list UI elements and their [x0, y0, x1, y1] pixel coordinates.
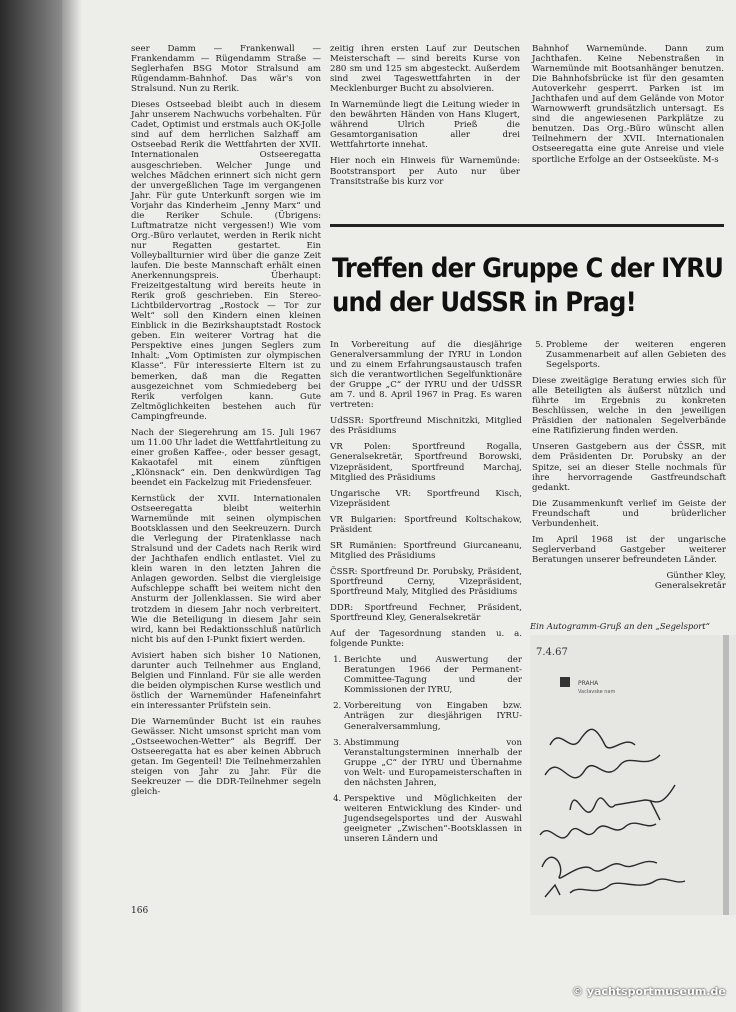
paragraph: Die Warnemünder Bucht ist ein rauhes Gewässer. Nicht umsonst spricht man vom „Ostseewochen-Wetter“ als Begriff. Der Ostseeregatta hat es aber keinen Abbruch getan. Im Gegenteil! Die Teilnehmerzahlen steigen von Jahr zu Jahr. Für die Seekreuzer — die DDR-Teilnehmer segeln gleich-	[131, 717, 321, 798]
agenda-list	[330, 655, 522, 844]
section-divider	[330, 224, 724, 227]
page-number: 166	[131, 906, 149, 916]
delegate-entry: VR Bulgarien: Sportfreund Koltschakow, Präsident	[330, 514, 522, 535]
delegate-entry: DDR: Sportfreund Fechner, Präsident, Sportfreund Kley, Generalsekretär	[330, 603, 522, 624]
letterhead-logo	[560, 677, 570, 687]
delegate-entry: UdSSR: Sportfreund Mischnitzki, Mitglied des Präsidiums	[330, 416, 522, 437]
paragraph: Die Zusammenkunft verlief im Geiste der Freundschaft und brüderlicher Verbundenheit.	[532, 498, 726, 529]
autograph-sheet-drawing	[530, 635, 736, 915]
report-column-2	[532, 340, 726, 591]
author-title: Generalsekretär	[654, 580, 726, 591]
delegate-entry: ČSSR: Sportfreund Dr. Porubsky, Präsident, Sportfreund Cerny, Vizepräsident, Sportfreund Maly, Mitglied des Präsidiums	[330, 566, 522, 597]
agenda-item: 1. Berichte und Auswertung der Beratungen 1966 der Permanent-Committee-Tagung und der Kommissionen der IYRU,	[344, 655, 522, 695]
autograph-photo	[530, 635, 736, 915]
agenda-list-continued	[532, 340, 726, 370]
paragraph: Hier noch ein Hinweis für Warnemünde: Bootstransport per Auto nur über Transitstraße bis kurz vor	[330, 156, 520, 187]
agenda-intro: Auf der Tagesordnung standen u. a. folgende Punkte:	[330, 629, 522, 650]
page-gutter	[62, 0, 82, 1012]
report-column-1	[330, 340, 522, 850]
article-column-1	[131, 44, 321, 803]
paragraph: Unseren Gastgebern aus der ČSSR, mit dem Präsidenten Dr. Porubsky an der Spitze, sei an dieser Stelle nochmals für ihre hervorragende Gastfreundschaft gedankt.	[532, 442, 726, 493]
headline-line: und der UdSSR in Prag!	[332, 287, 636, 318]
paragraph: Im April 1968 ist der ungarische Seglerverband Gastgeber weiterer Beratungen unserer befreundeten Länder.	[532, 534, 726, 565]
paragraph: zeitig ihren ersten Lauf zur Deutschen Meisterschaft — sind bereits Kurse von 280 sm und 125 sm abgesteckt. Außerdem sind zwei Tageswettfahrten in der Mecklenburger Bucht zu absolvieren.	[330, 44, 520, 95]
watermark: © yachtsportmuseum.de	[572, 985, 726, 998]
letterhead-subtext: Vaclavske nam	[578, 689, 616, 695]
headline	[332, 252, 732, 320]
paragraph: Avisiert haben sich bisher 10 Nationen, darunter auch Teilnehmer aus England, Belgien und Finnland. Für sie alle werden die beiden olympischen Kurse westlich und östlich der Warnemünder Hafeneinfahrt ein interessanter Prüfstein sein.	[131, 650, 321, 711]
paragraph: Nach der Siegerehrung am 15. Juli 1967 um 11.00 Uhr ladet die Wettfahrtleitung zu einer großen Kaffee-, oder besser gesagt, Kakaotafel mit einem zünftigen „Klönsnack“ ein. Den denkwürdigen Tag beendet ein Fackelzug mit Friedensfeuer.	[131, 427, 321, 488]
agenda-item: 5. Probleme der weiteren engeren Zusammenarbeit auf allen Gebieten des Segelsports.	[546, 340, 726, 370]
agenda-item: 3. Abstimmung von Veranstaltungsterminen innerhalb der Gruppe „C“ der IYRU und Übernahme von Welt- und Europameisterschaften in den nächsten Jahren,	[344, 738, 522, 788]
delegate-entry: VR Polen: Sportfreund Rogalla, Generalsekretär, Sportfreund Borowski, Vizepräsident, Sportfreund Marchaj, Mitglied des Präsidiums	[330, 442, 522, 483]
paragraph: seer Damm — Frankenwall — Frankendamm — Rügendamm Straße — Seglerhafen BSG Motor Stralsund am Rügendamm-Bahnhof. Das wär's von Stralsund. Nun zu Rerik.	[131, 44, 321, 95]
article-column-2	[330, 44, 520, 193]
delegate-entry: Ungarische VR: Sportfreund Kisch, Vizepräsident	[330, 488, 522, 509]
article-column-3	[532, 44, 724, 171]
agenda-item: 2. Vorbereitung von Eingaben bzw. Anträgen zur diesjährigen IYRU-Generalversammlung,	[344, 701, 522, 731]
letterhead-text: PRAHA	[578, 680, 599, 687]
paragraph: In Warnemünde liegt die Leitung wieder in den bewährten Händen von Hans Klugert, während Ulrich Prieß die Gesamtorganisation aller drei Wettfahrtorte innehat.	[330, 100, 520, 151]
photo-caption: Ein Autogramm-Gruß an den „Segelsport“	[530, 621, 710, 631]
agenda-item: 4. Perspektive und Möglichkeiten der weiteren Entwicklung des Kinder- und Jugendsegelsportes und der Auswahl geeigneter „Zwischen“-Bootsklassen in unseren Ländern und	[344, 794, 522, 844]
paragraph: Diese zweitägige Beratung erwies sich für alle Beteiligten als äußerst nützlich und führte im Ergebnis zu konkreten Beschlüssen, welche in den jeweiligen Präsidien der nationalen Segelverbände eine Ratifizierung finden werden.	[532, 376, 726, 437]
photo-date: 7.4.67	[536, 647, 568, 658]
intro-paragraph: In Vorbereitung auf die diesjährige Generalversammlung der IYRU in London und zu einem Erfahrungsaustausch trafen sich die verantwortlichen Segelfunktionäre der Gruppe „C“ der IYRU und der UdSSR am 7. und 8. April 1967 in Prag. Es waren vertreten:	[330, 340, 522, 411]
paragraph: Dieses Ostseebad bleibt auch in diesem Jahr unserem Nachwuchs vorbehalten. Für Cadet, Optimist und erstmals auch OK-Jolle sind auf dem herrlichen Salzhaff am Ostseebad Rerik die Wettfahrten der XVII. Internationalen Ostseeregatta ausgeschrieben. Welcher Junge und welches Mädchen erinnert sich nicht gern der unvergeßlichen Tage im vergangenen Jahr. Für gute Unterkunft sorgen wie im Vorjahr das Kinderheim „Jenny Marx“ und die Reriker Schule. (Übrigens: Luftmatratze nicht vergessen!) Wie vom Org.-Büro verlautet, werden in Rerik nicht nur Regatten gestartet. Ein Volleyballturnier wird über die ganze Zeit laufen. Die beste Mannschaft erhält einen Anerkennungspreis. Überhaupt: Freizeitgestaltung wird bereits heute in Rerik groß geschrieben. Ein Stereo-Lichtbildervortrag „Rostock — Tor zur Welt“ soll den Kindern einen kleinen Einblick in die Bezirkshauptstadt Rostock geben. Ein weiterer Vortrag hat die Perspektive eines jungen Seglers zum Inhalt: „Vom Optimisten zur olympischen Klasse“. Für interessierte Eltern ist zu bemerken, daß man die Regatten ausgezeichnet vom Schmiedeberg bei Rerik verfolgen kann. Gute Zeltmöglichkeiten bestehen auch für Campingfreunde.	[131, 100, 321, 422]
binding-shadow	[0, 0, 70, 1012]
delegate-entry: SR Rumänien: Sportfreund Giurcaneanu, Mitglied des Präsidiums	[330, 540, 522, 561]
paragraph: Kernstück der XVII. Internationalen Ostseeregatta bleibt weiterhin Warnemünde mit seinen olympischen Bootsklassen und den Seekreuzern. Durch die Verlegung der Piratenklasse nach Stralsund und der Cadets nach Rerik wird der Jachthafen endlich entlastet. Viel zu klein waren in den letzten Jahren die Anlagen geworden. Selbst die viergleisige Aufschleppe schafft bei weitem nicht den Ansturm der Jollenklassen. Sie wird aber trotzdem in diesem Jahr noch verbreitert. Wie die Beteiligung in diesem Jahr sein wird, kann bei Redaktionsschluß natürlich nicht bis auf den I-Punkt fixiert werden.	[131, 494, 321, 645]
author-name: Günther Kley,	[666, 570, 726, 581]
author-signature	[532, 571, 726, 591]
paragraph: Bahnhof Warnemünde. Dann zum Jachthafen. Keine Nebenstraßen in Warnemünde mit Bootsanhänger benutzen. Die Bahnhofsbrücke ist für den gesamten Autoverkehr gesperrt. Parken ist im Jachthafen und auf dem Gelände von Motor Warnowwerft grundsätzlich untersagt. Es sind die angewiesenen Parkplätze zu benutzen. Das Org.-Büro wünscht allen Teilnehmern der XVII. Internationalen Ostseeregatta eine gute Anreise und viele sportliche Erfolge an der Ostseeküste. M-s	[532, 44, 724, 165]
headline-line: Treffen der Gruppe C der IYRU	[332, 253, 724, 284]
